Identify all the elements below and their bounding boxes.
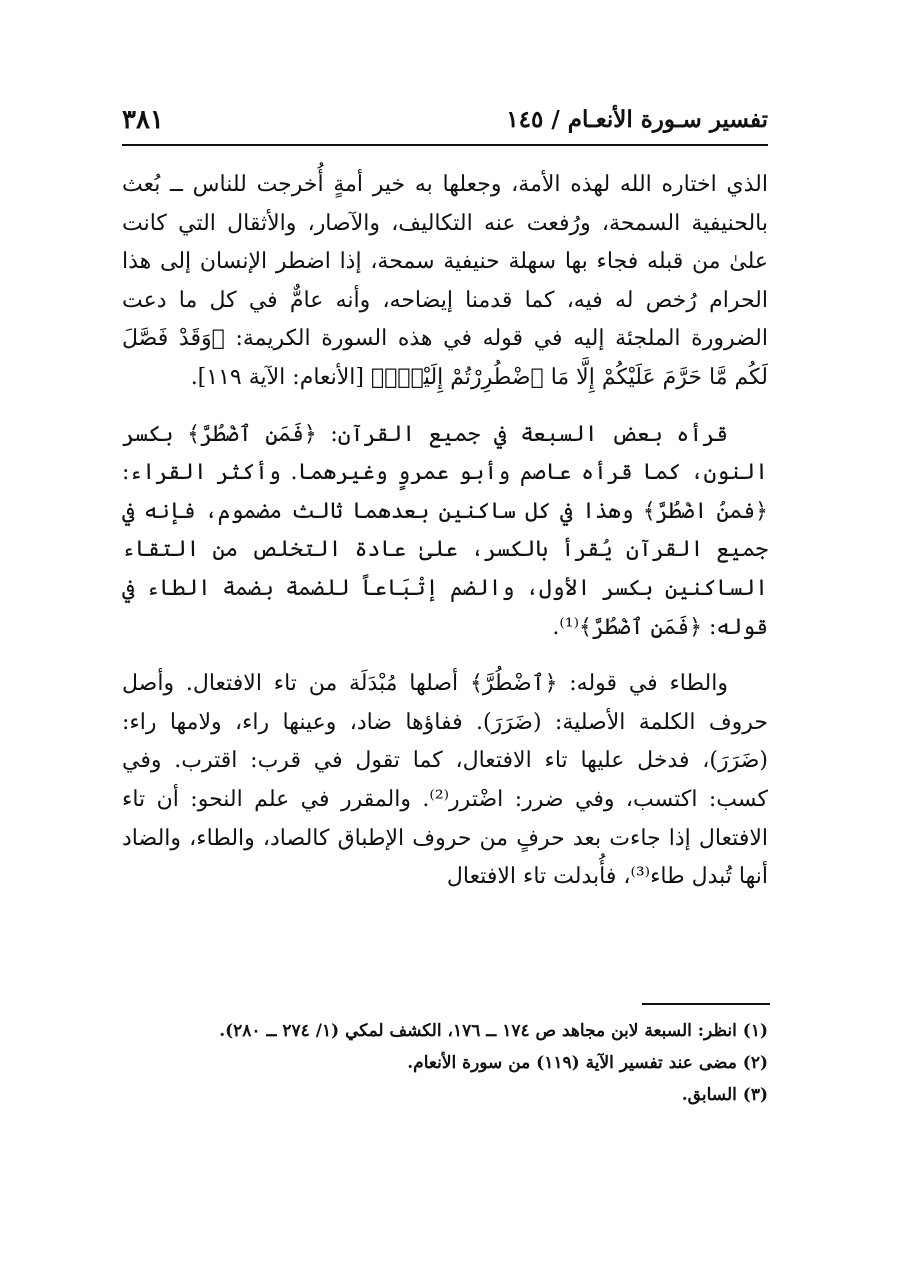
paragraph-2: قرأه بعض السبعة في جميع القرآن: ﴿فَمَنِ ٱضْطُرَّ﴾ بكسر النون، كما قرأه عاصم وأبو عمروٍ وغيرهما. وأكثر القراء: ﴿فمنُ اضْطُرَّ﴾ وهذا في كل ساكنين بعدهما ثالث مضموم، فإنه في جميع القرآن يُقرأ بالكسر، علىٰ عادة التخلص من التقاء الساكنين بكسر الأول، والضم إتْبَاعاً للضمة بضمة الطاء في قوله: ﴿فَمَنِ ٱضْطُرَّ﴾⁽¹⁾. <box>122 421 768 640</box>
paragraph-1: الذي اختاره الله لهذه الأمة، وجعلها به خير أمةٍ أُخرجت للناس ــ بُعث بالحنيفية السمحة، ورُفعت عنه التكاليف، والآصار، والأثقال التي كانت علىٰ من قبله فجاء بها سهلة حنيفية سمحة، إذا اضطر الإنسان إلى هذا الحرام رُخص له فيه، كما قدمنا إيضاحه، وأنه عامٌّ في كل ما دعت الضرورة الملجئة إليه في قوله في هذه السورة الكريمة: ﴿وَقَدْ فَصَّلَ لَكُم مَّا حَرَّمَ عَلَيْكُمْ إِلَّا مَا ٱضْطُرِرْتُمْ إِلَيْهِۗ﴾ [الأنعام: الآية ١١٩]. <box>122 172 768 390</box>
paragraph-3: والطاء في قوله: ﴿ٱضْطُرَّ﴾ أصلها مُبْدَلَة من تاء الافتعال. وأصل حروف الكلمة الأصلية: (ضَرَرَ). ففاؤها ضاد، وعينها راء، ولامها راء: (ضَرَرَ)، فدخل عليها تاء الافتعال، كما تقول في قرب: اقترب. وفي كسب: اكتسب، وفي ضرر: اضْترر⁽²⁾. والمقرر في علم النحو: أن تاء الافتعال إذا جاءت بعد حرفٍ من حروف الإطباق كالصاد، والطاء، والضاد أنها تُبدل طاء⁽³⁾، فأُبدلت تاء الافتعال <box>122 671 769 890</box>
header-rule <box>122 144 768 146</box>
footnote-2: (٢) مضى عند تفسير الآية (١١٩) من سورة الأنعام. <box>407 1053 768 1073</box>
running-title: تفسير سـورة الأنعـام / ١٤٥ <box>506 106 768 133</box>
page-number: ٣٨١ <box>122 105 164 135</box>
body-text <box>122 166 768 897</box>
footnote-3: (٣) السابق. <box>681 1085 768 1105</box>
footnote-1: (١) انظر: السبعة لابن مجاهد ص ١٧٤ ــ ١٧٦، الكشف لمكي (١/ ٢٧٤ ــ ٢٨٠). <box>219 1021 768 1041</box>
footnotes <box>122 1015 768 1111</box>
running-header <box>122 100 768 140</box>
footnote-rule <box>642 1003 770 1005</box>
